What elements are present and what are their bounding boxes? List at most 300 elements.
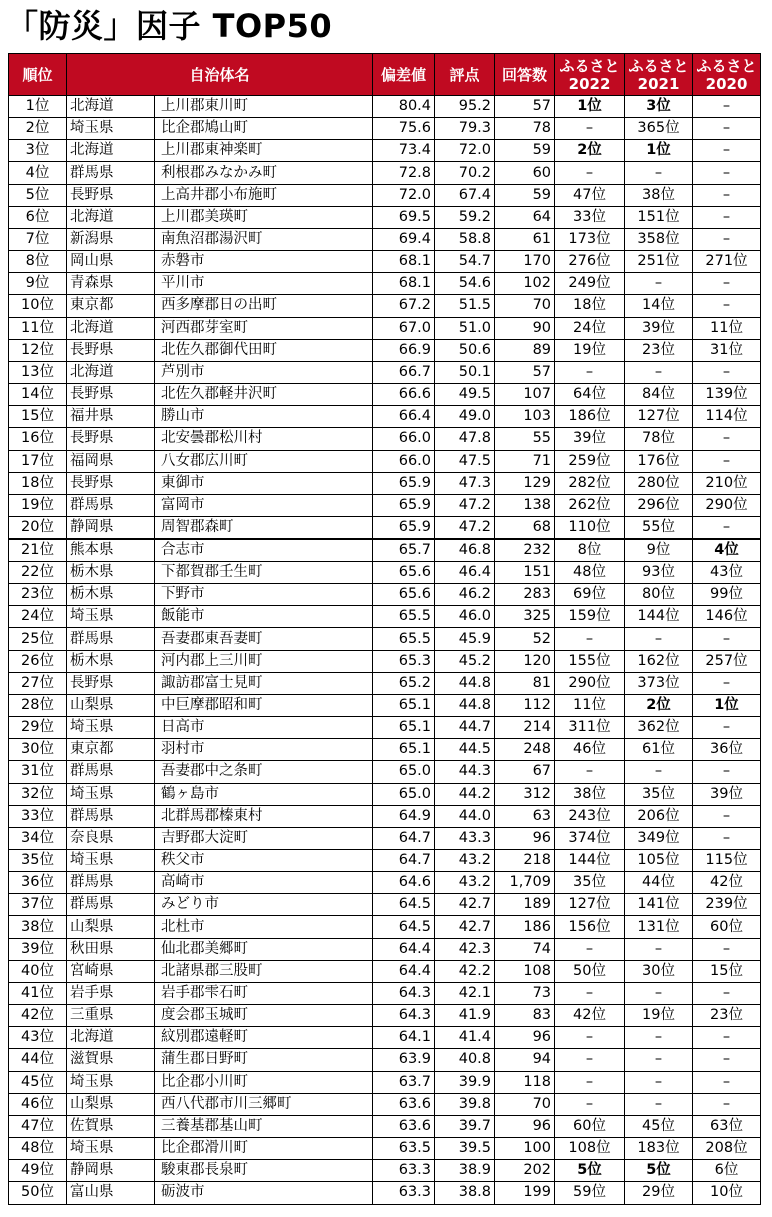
score-cell: 38.9 [435, 1160, 495, 1182]
responses-cell: 108 [495, 960, 555, 982]
responses-cell: 52 [495, 628, 555, 650]
city-cell: 上川郡東川町 [155, 96, 373, 118]
responses-cell: 63 [495, 805, 555, 827]
table-row [9, 539, 761, 562]
furusato-2022-cell: 48位 [555, 561, 625, 583]
prefecture-cell: 奈良県 [67, 827, 155, 849]
deviation-cell: 64.4 [373, 960, 435, 982]
score-cell: 43.2 [435, 850, 495, 872]
rank-cell: 3位 [9, 140, 67, 162]
furusato-2021-cell: 9位 [625, 539, 693, 562]
deviation-cell: 64.4 [373, 938, 435, 960]
score-cell: 44.3 [435, 761, 495, 783]
responses-cell: 283 [495, 584, 555, 606]
rank-cell: 34位 [9, 827, 67, 849]
responses-cell: 70 [495, 295, 555, 317]
responses-cell: 325 [495, 606, 555, 628]
deviation-cell: 73.4 [373, 140, 435, 162]
furusato-2020-cell: – [693, 450, 761, 472]
city-cell: 北諸県郡三股町 [155, 960, 373, 982]
furusato-2022-cell: 24位 [555, 317, 625, 339]
furusato-2021-cell: 373位 [625, 672, 693, 694]
furusato-2020-cell: – [693, 805, 761, 827]
responses-cell: 96 [495, 1115, 555, 1137]
city-cell: 仙北郡美郷町 [155, 938, 373, 960]
city-cell: 度会郡玉城町 [155, 1005, 373, 1027]
table-row [9, 916, 761, 938]
furusato-2021-cell: 61位 [625, 739, 693, 761]
rank-cell: 2位 [9, 118, 67, 140]
prefecture-cell: 群馬県 [67, 162, 155, 184]
table-row [9, 184, 761, 206]
header-furusato-2022-line1: ふるさと [559, 56, 620, 75]
responses-cell: 57 [495, 361, 555, 383]
table-row [9, 140, 761, 162]
prefecture-cell: 福岡県 [67, 450, 155, 472]
rank-cell: 33位 [9, 805, 67, 827]
furusato-2022-cell: 60位 [555, 1115, 625, 1137]
rank-cell: 5位 [9, 184, 67, 206]
rank-cell: 20位 [9, 516, 67, 539]
prefecture-cell: 長野県 [67, 428, 155, 450]
rank-cell: 7位 [9, 228, 67, 250]
city-cell: 比企郡小川町 [155, 1071, 373, 1093]
table-row [9, 96, 761, 118]
deviation-cell: 68.1 [373, 251, 435, 273]
deviation-cell: 80.4 [373, 96, 435, 118]
city-cell: 東御市 [155, 472, 373, 494]
score-cell: 67.4 [435, 184, 495, 206]
furusato-2022-cell: – [555, 1049, 625, 1071]
furusato-2020-cell: 146位 [693, 606, 761, 628]
responses-cell: 129 [495, 472, 555, 494]
deviation-cell: 64.3 [373, 982, 435, 1004]
rank-cell: 47位 [9, 1115, 67, 1137]
header-furusato-2022-line2: 2022 [568, 74, 611, 93]
furusato-2021-cell: 1位 [625, 140, 693, 162]
table-row [9, 761, 761, 783]
furusato-2022-cell: – [555, 1093, 625, 1115]
furusato-2020-cell: – [693, 1049, 761, 1071]
deviation-cell: 65.9 [373, 516, 435, 539]
furusato-2020-cell: 60位 [693, 916, 761, 938]
score-cell: 46.8 [435, 539, 495, 562]
furusato-2022-cell: – [555, 761, 625, 783]
furusato-2021-cell: 5位 [625, 1160, 693, 1182]
prefecture-cell: 長野県 [67, 339, 155, 361]
furusato-2021-cell: 93位 [625, 561, 693, 583]
furusato-2020-cell: – [693, 1027, 761, 1049]
table-row [9, 805, 761, 827]
deviation-cell: 64.5 [373, 916, 435, 938]
responses-cell: 67 [495, 761, 555, 783]
deviation-cell: 63.6 [373, 1115, 435, 1137]
responses-cell: 90 [495, 317, 555, 339]
furusato-2022-cell: 35位 [555, 872, 625, 894]
score-cell: 58.8 [435, 228, 495, 250]
deviation-cell: 65.1 [373, 717, 435, 739]
prefecture-cell: 山梨県 [67, 1093, 155, 1115]
furusato-2020-cell: – [693, 1071, 761, 1093]
responses-cell: 55 [495, 428, 555, 450]
furusato-2021-cell: 280位 [625, 472, 693, 494]
city-cell: 河西郡芽室町 [155, 317, 373, 339]
score-cell: 45.9 [435, 628, 495, 650]
score-cell: 50.6 [435, 339, 495, 361]
score-cell: 43.3 [435, 827, 495, 849]
prefecture-cell: 北海道 [67, 140, 155, 162]
rank-cell: 42位 [9, 1005, 67, 1027]
responses-cell: 78 [495, 118, 555, 140]
city-cell: 北杜市 [155, 916, 373, 938]
score-cell: 39.9 [435, 1071, 495, 1093]
furusato-2022-cell: 259位 [555, 450, 625, 472]
score-cell: 54.7 [435, 251, 495, 273]
prefecture-cell: 群馬県 [67, 628, 155, 650]
furusato-2021-cell: 358位 [625, 228, 693, 250]
furusato-2022-cell: 64位 [555, 384, 625, 406]
table-row [9, 472, 761, 494]
table-row [9, 982, 761, 1004]
furusato-2021-cell: – [625, 1071, 693, 1093]
furusato-2022-cell: 19位 [555, 339, 625, 361]
furusato-2022-cell: – [555, 118, 625, 140]
furusato-2022-cell: 311位 [555, 717, 625, 739]
city-cell: 砺波市 [155, 1182, 373, 1204]
score-cell: 39.7 [435, 1115, 495, 1137]
furusato-2022-cell: 42位 [555, 1005, 625, 1027]
furusato-2022-cell: 262位 [555, 494, 625, 516]
city-cell: 比企郡滑川町 [155, 1138, 373, 1160]
prefecture-cell: 栃木県 [67, 650, 155, 672]
furusato-2020-cell: 114位 [693, 406, 761, 428]
score-cell: 43.2 [435, 872, 495, 894]
rank-cell: 1位 [9, 96, 67, 118]
city-cell: 高崎市 [155, 872, 373, 894]
furusato-2022-cell: 8位 [555, 539, 625, 562]
furusato-2021-cell: 45位 [625, 1115, 693, 1137]
rank-cell: 24位 [9, 606, 67, 628]
prefecture-cell: 東京都 [67, 295, 155, 317]
rank-cell: 10位 [9, 295, 67, 317]
furusato-2021-cell: – [625, 1093, 693, 1115]
deviation-cell: 65.0 [373, 783, 435, 805]
city-cell: 吾妻郡東吾妻町 [155, 628, 373, 650]
prefecture-cell: 佐賀県 [67, 1115, 155, 1137]
prefecture-cell: 北海道 [67, 317, 155, 339]
furusato-2022-cell: 173位 [555, 228, 625, 250]
furusato-2020-cell: – [693, 206, 761, 228]
prefecture-cell: 静岡県 [67, 1160, 155, 1182]
prefecture-cell: 埼玉県 [67, 783, 155, 805]
score-cell: 44.2 [435, 783, 495, 805]
furusato-2021-cell: – [625, 1049, 693, 1071]
furusato-2022-cell: 243位 [555, 805, 625, 827]
prefecture-cell: 埼玉県 [67, 850, 155, 872]
score-cell: 44.0 [435, 805, 495, 827]
city-cell: 合志市 [155, 539, 373, 562]
table-row [9, 206, 761, 228]
furusato-2020-cell: 31位 [693, 339, 761, 361]
table-row [9, 450, 761, 472]
city-cell: 北佐久郡御代田町 [155, 339, 373, 361]
furusato-2021-cell: 35位 [625, 783, 693, 805]
table-row [9, 339, 761, 361]
city-cell: 北佐久郡軽井沢町 [155, 384, 373, 406]
furusato-2022-cell: 1位 [555, 96, 625, 118]
score-cell: 47.2 [435, 516, 495, 539]
score-cell: 38.8 [435, 1182, 495, 1204]
score-cell: 41.9 [435, 1005, 495, 1027]
furusato-2022-cell: 5位 [555, 1160, 625, 1182]
prefecture-cell: 埼玉県 [67, 118, 155, 140]
score-cell: 59.2 [435, 206, 495, 228]
score-cell: 79.3 [435, 118, 495, 140]
score-cell: 47.3 [435, 472, 495, 494]
furusato-2020-cell: 99位 [693, 584, 761, 606]
furusato-2020-cell: 23位 [693, 1005, 761, 1027]
furusato-2020-cell: 239位 [693, 894, 761, 916]
rank-cell: 41位 [9, 982, 67, 1004]
furusato-2022-cell: 282位 [555, 472, 625, 494]
deviation-cell: 65.1 [373, 694, 435, 716]
city-cell: みどり市 [155, 894, 373, 916]
deviation-cell: 65.9 [373, 494, 435, 516]
header-furusato-2020-line2: 2020 [705, 74, 748, 93]
city-cell: 紋別郡遠軽町 [155, 1027, 373, 1049]
furusato-2022-cell: 33位 [555, 206, 625, 228]
prefecture-cell: 群馬県 [67, 894, 155, 916]
deviation-cell: 65.3 [373, 650, 435, 672]
rank-cell: 38位 [9, 916, 67, 938]
deviation-cell: 66.0 [373, 450, 435, 472]
rank-cell: 23位 [9, 584, 67, 606]
deviation-cell: 65.6 [373, 584, 435, 606]
furusato-2020-cell: 6位 [693, 1160, 761, 1182]
rank-cell: 39位 [9, 938, 67, 960]
deviation-cell: 65.5 [373, 628, 435, 650]
rank-cell: 13位 [9, 361, 67, 383]
prefecture-cell: 群馬県 [67, 761, 155, 783]
responses-cell: 59 [495, 184, 555, 206]
furusato-2021-cell: 23位 [625, 339, 693, 361]
furusato-2021-cell: 296位 [625, 494, 693, 516]
furusato-2022-cell: 2位 [555, 140, 625, 162]
table-row [9, 361, 761, 383]
responses-cell: 61 [495, 228, 555, 250]
responses-cell: 118 [495, 1071, 555, 1093]
deviation-cell: 69.4 [373, 228, 435, 250]
furusato-2021-cell: 131位 [625, 916, 693, 938]
furusato-2020-cell: 10位 [693, 1182, 761, 1204]
furusato-2022-cell: – [555, 162, 625, 184]
city-cell: 芦別市 [155, 361, 373, 383]
responses-cell: 248 [495, 739, 555, 761]
furusato-2022-cell: 69位 [555, 584, 625, 606]
city-cell: 南魚沼郡湯沢町 [155, 228, 373, 250]
city-cell: 岩手郡雫石町 [155, 982, 373, 1004]
table-row [9, 1160, 761, 1182]
furusato-2021-cell: 206位 [625, 805, 693, 827]
table-row [9, 228, 761, 250]
responses-cell: 57 [495, 96, 555, 118]
city-cell: 諏訪郡富士見町 [155, 672, 373, 694]
furusato-2020-cell: – [693, 295, 761, 317]
furusato-2022-cell: 50位 [555, 960, 625, 982]
score-cell: 44.5 [435, 739, 495, 761]
furusato-2022-cell: – [555, 628, 625, 650]
table-row [9, 938, 761, 960]
furusato-2022-cell: 159位 [555, 606, 625, 628]
prefecture-cell: 長野県 [67, 472, 155, 494]
rank-cell: 43位 [9, 1027, 67, 1049]
furusato-2020-cell: 115位 [693, 850, 761, 872]
furusato-2021-cell: 3位 [625, 96, 693, 118]
responses-cell: 71 [495, 450, 555, 472]
rank-cell: 4位 [9, 162, 67, 184]
prefecture-cell: 群馬県 [67, 805, 155, 827]
city-cell: 河内郡上三川町 [155, 650, 373, 672]
deviation-cell: 67.0 [373, 317, 435, 339]
rank-cell: 35位 [9, 850, 67, 872]
deviation-cell: 64.5 [373, 894, 435, 916]
deviation-cell: 63.3 [373, 1160, 435, 1182]
furusato-2020-cell: – [693, 428, 761, 450]
responses-cell: 232 [495, 539, 555, 562]
furusato-2020-cell: 290位 [693, 494, 761, 516]
rank-cell: 29位 [9, 717, 67, 739]
furusato-2022-cell: 249位 [555, 273, 625, 295]
city-cell: 北群馬郡榛東村 [155, 805, 373, 827]
furusato-2021-cell: – [625, 361, 693, 383]
rank-cell: 17位 [9, 450, 67, 472]
furusato-2020-cell: – [693, 761, 761, 783]
responses-cell: 73 [495, 982, 555, 1004]
responses-cell: 103 [495, 406, 555, 428]
table-body [9, 96, 761, 1205]
furusato-2020-cell: 36位 [693, 739, 761, 761]
deviation-cell: 65.1 [373, 739, 435, 761]
city-cell: 八女郡広川町 [155, 450, 373, 472]
score-cell: 42.1 [435, 982, 495, 1004]
deviation-cell: 72.8 [373, 162, 435, 184]
header-responses: 回答数 [495, 54, 555, 96]
header-furusato-2021 [625, 54, 693, 96]
rank-cell: 15位 [9, 406, 67, 428]
deviation-cell: 63.9 [373, 1049, 435, 1071]
furusato-2020-cell: – [693, 1093, 761, 1115]
furusato-2021-cell: 151位 [625, 206, 693, 228]
deviation-cell: 64.3 [373, 1005, 435, 1027]
rank-cell: 31位 [9, 761, 67, 783]
responses-cell: 138 [495, 494, 555, 516]
furusato-2021-cell: 144位 [625, 606, 693, 628]
responses-cell: 151 [495, 561, 555, 583]
rank-cell: 22位 [9, 561, 67, 583]
city-cell: 勝山市 [155, 406, 373, 428]
furusato-2020-cell: – [693, 982, 761, 1004]
prefecture-cell: 長野県 [67, 672, 155, 694]
furusato-2021-cell: 14位 [625, 295, 693, 317]
rank-cell: 14位 [9, 384, 67, 406]
furusato-2022-cell: – [555, 938, 625, 960]
table-row [9, 783, 761, 805]
table-row [9, 1027, 761, 1049]
furusato-2021-cell: – [625, 162, 693, 184]
rank-cell: 19位 [9, 494, 67, 516]
score-cell: 41.4 [435, 1027, 495, 1049]
table-row [9, 561, 761, 583]
header-furusato-2022 [555, 54, 625, 96]
furusato-2020-cell: 63位 [693, 1115, 761, 1137]
rank-cell: 6位 [9, 206, 67, 228]
furusato-2020-cell: 208位 [693, 1138, 761, 1160]
rank-cell: 37位 [9, 894, 67, 916]
table-row [9, 273, 761, 295]
deviation-cell: 66.7 [373, 361, 435, 383]
table-row [9, 628, 761, 650]
responses-cell: 96 [495, 827, 555, 849]
rank-cell: 32位 [9, 783, 67, 805]
table-row [9, 295, 761, 317]
responses-cell: 1,709 [495, 872, 555, 894]
city-cell: 秩父市 [155, 850, 373, 872]
deviation-cell: 65.5 [373, 606, 435, 628]
table-row [9, 406, 761, 428]
score-cell: 42.2 [435, 960, 495, 982]
page-title: 「防災」因子 TOP50 [6, 7, 333, 45]
furusato-2020-cell: – [693, 140, 761, 162]
ranking-table [8, 53, 761, 1205]
rank-cell: 44位 [9, 1049, 67, 1071]
furusato-2021-cell: – [625, 1027, 693, 1049]
prefecture-cell: 群馬県 [67, 494, 155, 516]
furusato-2020-cell: 11位 [693, 317, 761, 339]
rank-cell: 25位 [9, 628, 67, 650]
furusato-2022-cell: 18位 [555, 295, 625, 317]
responses-cell: 74 [495, 938, 555, 960]
table-row [9, 162, 761, 184]
table-row [9, 894, 761, 916]
score-cell: 40.8 [435, 1049, 495, 1071]
table-row [9, 827, 761, 849]
score-cell: 72.0 [435, 140, 495, 162]
header-furusato-2021-line2: 2021 [637, 74, 680, 93]
prefecture-cell: 北海道 [67, 1027, 155, 1049]
score-cell: 44.7 [435, 717, 495, 739]
furusato-2021-cell: 29位 [625, 1182, 693, 1204]
prefecture-cell: 静岡県 [67, 516, 155, 539]
furusato-2020-cell: – [693, 96, 761, 118]
city-cell: 三養基郡基山町 [155, 1115, 373, 1137]
furusato-2022-cell: – [555, 361, 625, 383]
furusato-2020-cell: – [693, 827, 761, 849]
furusato-2022-cell: 110位 [555, 516, 625, 539]
table-row [9, 1093, 761, 1115]
furusato-2020-cell: – [693, 516, 761, 539]
prefecture-cell: 滋賀県 [67, 1049, 155, 1071]
score-cell: 44.8 [435, 672, 495, 694]
deviation-cell: 65.0 [373, 761, 435, 783]
furusato-2022-cell: 144位 [555, 850, 625, 872]
header-deviation: 偏差値 [373, 54, 435, 96]
table-row [9, 850, 761, 872]
city-cell: 利根郡みなかみ町 [155, 162, 373, 184]
score-cell: 49.0 [435, 406, 495, 428]
deviation-cell: 69.5 [373, 206, 435, 228]
rank-cell: 26位 [9, 650, 67, 672]
deviation-cell: 65.7 [373, 539, 435, 562]
